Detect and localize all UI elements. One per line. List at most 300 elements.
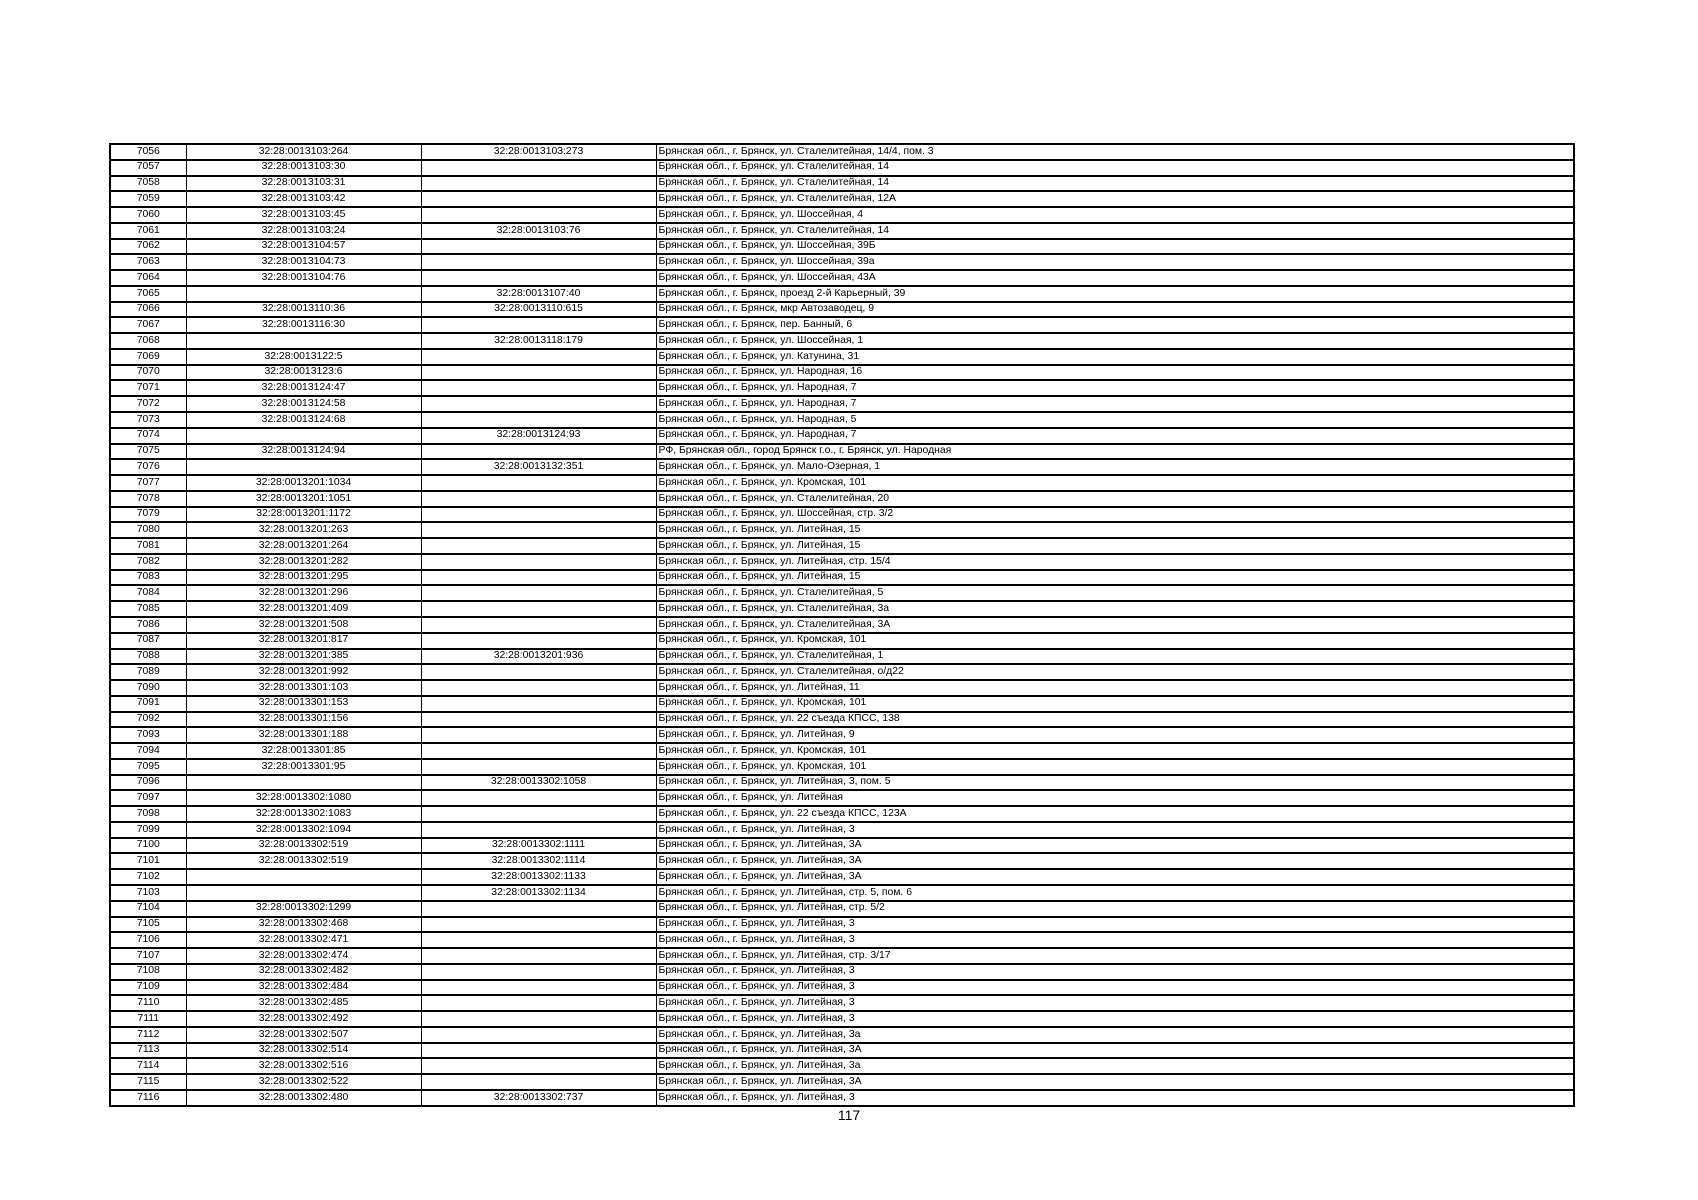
row-number-cell: 7073 bbox=[110, 412, 186, 428]
related-cadastral-number-cell: 32:28:0013132:351 bbox=[421, 459, 656, 475]
row-number-cell: 7101 bbox=[110, 853, 186, 869]
cadastral-number-cell: 32:28:0013201:264 bbox=[186, 538, 421, 554]
related-cadastral-number-cell: 32:28:0013110:615 bbox=[421, 302, 656, 318]
related-cadastral-number-cell bbox=[421, 522, 656, 538]
table-row bbox=[110, 176, 1574, 192]
related-cadastral-number-cell bbox=[421, 712, 656, 728]
register-table-body bbox=[110, 144, 1574, 1106]
table-row bbox=[110, 507, 1574, 523]
table-row bbox=[110, 948, 1574, 964]
row-number-cell: 7077 bbox=[110, 475, 186, 491]
row-number-cell: 7069 bbox=[110, 349, 186, 365]
table-row bbox=[110, 712, 1574, 728]
address-cell: Брянская обл., г. Брянск, ул. Литейная, 3, пом. 5 bbox=[656, 775, 1574, 791]
row-number-cell: 7078 bbox=[110, 491, 186, 507]
address-cell: Брянская обл., г. Брянск, ул. Народная, 16 bbox=[656, 365, 1574, 381]
cadastral-number-cell: 32:28:0013124:47 bbox=[186, 380, 421, 396]
related-cadastral-number-cell bbox=[421, 917, 656, 933]
address-cell: Брянская обл., г. Брянск, ул. Народная, 7 bbox=[656, 428, 1574, 444]
row-number-cell: 7112 bbox=[110, 1027, 186, 1043]
cadastral-number-cell: 32:28:0013103:31 bbox=[186, 176, 421, 192]
related-cadastral-number-cell bbox=[421, 554, 656, 570]
cadastral-number-cell: 32:28:0013116:30 bbox=[186, 317, 421, 333]
row-number-cell: 7110 bbox=[110, 995, 186, 1011]
table-row bbox=[110, 254, 1574, 270]
cadastral-number-cell: 32:28:0013201:1051 bbox=[186, 491, 421, 507]
related-cadastral-number-cell: 32:28:0013302:1114 bbox=[421, 853, 656, 869]
address-cell: Брянская обл., г. Брянск, ул. Литейная bbox=[656, 790, 1574, 806]
related-cadastral-number-cell bbox=[421, 822, 656, 838]
row-number-cell: 7070 bbox=[110, 365, 186, 381]
cadastral-number-cell bbox=[186, 428, 421, 444]
table-row bbox=[110, 1027, 1574, 1043]
cadastral-number-cell: 32:28:0013301:153 bbox=[186, 696, 421, 712]
address-cell: Брянская обл., г. Брянск, ул. Сталелитейная, о/д22 bbox=[656, 664, 1574, 680]
table-row bbox=[110, 570, 1574, 586]
row-number-cell: 7080 bbox=[110, 522, 186, 538]
related-cadastral-number-cell: 32:28:0013201:936 bbox=[421, 649, 656, 665]
address-cell: Брянская обл., г. Брянск, ул. Сталелитейная, 12А bbox=[656, 191, 1574, 207]
cadastral-number-cell: 32:28:0013301:103 bbox=[186, 680, 421, 696]
table-row bbox=[110, 144, 1574, 160]
cadastral-number-cell: 32:28:0013123:6 bbox=[186, 365, 421, 381]
row-number-cell: 7056 bbox=[110, 144, 186, 160]
address-cell: Брянская обл., г. Брянск, ул. Народная, 5 bbox=[656, 412, 1574, 428]
related-cadastral-number-cell bbox=[421, 1011, 656, 1027]
related-cadastral-number-cell bbox=[421, 759, 656, 775]
cadastral-number-cell: 32:28:0013201:1172 bbox=[186, 507, 421, 523]
table-row bbox=[110, 428, 1574, 444]
table-row bbox=[110, 459, 1574, 475]
table-row bbox=[110, 1043, 1574, 1059]
address-cell: Брянская обл., г. Брянск, ул. Литейная, 3 bbox=[656, 995, 1574, 1011]
row-number-cell: 7057 bbox=[110, 160, 186, 176]
row-number-cell: 7064 bbox=[110, 270, 186, 286]
related-cadastral-number-cell bbox=[421, 980, 656, 996]
address-cell: Брянская обл., г. Брянск, ул. Литейная, 3 bbox=[656, 1090, 1574, 1106]
address-cell: Брянская обл., г. Брянск, ул. Шоссейная, 39Б bbox=[656, 239, 1574, 255]
related-cadastral-number-cell bbox=[421, 696, 656, 712]
related-cadastral-number-cell bbox=[421, 1074, 656, 1090]
row-number-cell: 7086 bbox=[110, 617, 186, 633]
related-cadastral-number-cell bbox=[421, 270, 656, 286]
cadastral-number-cell: 32:28:0013302:468 bbox=[186, 917, 421, 933]
row-number-cell: 7061 bbox=[110, 223, 186, 239]
address-cell: Брянская обл., г. Брянск, ул. Шоссейная, 43А bbox=[656, 270, 1574, 286]
cadastral-number-cell: 32:28:0013302:514 bbox=[186, 1043, 421, 1059]
address-cell: Брянская обл., г. Брянск, ул. Кромская, 101 bbox=[656, 759, 1574, 775]
address-cell: Брянская обл., г. Брянск, ул. Народная, 7 bbox=[656, 380, 1574, 396]
table-row bbox=[110, 885, 1574, 901]
row-number-cell: 7074 bbox=[110, 428, 186, 444]
address-cell: Брянская обл., г. Брянск, ул. Сталелитейная, 5 bbox=[656, 585, 1574, 601]
address-cell: Брянская обл., г. Брянск, ул. Шоссейная, 4 bbox=[656, 207, 1574, 223]
address-cell: Брянская обл., г. Брянск, ул. Литейная, 3А bbox=[656, 1043, 1574, 1059]
related-cadastral-number-cell bbox=[421, 727, 656, 743]
row-number-cell: 7091 bbox=[110, 696, 186, 712]
address-cell: Брянская обл., г. Брянск, ул. Литейная, 15 bbox=[656, 538, 1574, 554]
cadastral-number-cell: 32:28:0013302:482 bbox=[186, 964, 421, 980]
row-number-cell: 7093 bbox=[110, 727, 186, 743]
table-row bbox=[110, 239, 1574, 255]
row-number-cell: 7082 bbox=[110, 554, 186, 570]
address-cell: Брянская обл., г. Брянск, ул. Кромская, 101 bbox=[656, 475, 1574, 491]
cadastral-number-cell: 32:28:0013103:45 bbox=[186, 207, 421, 223]
related-cadastral-number-cell bbox=[421, 365, 656, 381]
row-number-cell: 7111 bbox=[110, 1011, 186, 1027]
table-row bbox=[110, 680, 1574, 696]
table-row bbox=[110, 869, 1574, 885]
address-cell: Брянская обл., г. Брянск, ул. Литейная, 3 bbox=[656, 822, 1574, 838]
cadastral-number-cell: 32:28:0013302:507 bbox=[186, 1027, 421, 1043]
cadastral-number-cell: 32:28:0013201:282 bbox=[186, 554, 421, 570]
address-cell: Брянская обл., г. Брянск, ул. 22 съезда КПСС, 123А bbox=[656, 806, 1574, 822]
cadastral-number-cell: 32:28:0013302:1083 bbox=[186, 806, 421, 822]
table-row bbox=[110, 1011, 1574, 1027]
cadastral-number-cell: 32:28:0013124:68 bbox=[186, 412, 421, 428]
related-cadastral-number-cell bbox=[421, 633, 656, 649]
related-cadastral-number-cell bbox=[421, 1043, 656, 1059]
related-cadastral-number-cell bbox=[421, 806, 656, 822]
row-number-cell: 7113 bbox=[110, 1043, 186, 1059]
table-row bbox=[110, 743, 1574, 759]
row-number-cell: 7103 bbox=[110, 885, 186, 901]
cadastral-number-cell: 32:28:0013104:73 bbox=[186, 254, 421, 270]
table-row bbox=[110, 601, 1574, 617]
related-cadastral-number-cell bbox=[421, 995, 656, 1011]
related-cadastral-number-cell bbox=[421, 412, 656, 428]
address-cell: Брянская обл., г. Брянск, ул. Литейная, 15 bbox=[656, 522, 1574, 538]
table-row bbox=[110, 853, 1574, 869]
table-row bbox=[110, 917, 1574, 933]
cadastral-number-cell: 32:28:0013302:485 bbox=[186, 995, 421, 1011]
table-row bbox=[110, 349, 1574, 365]
cadastral-number-cell: 32:28:0013301:188 bbox=[186, 727, 421, 743]
cadastral-number-cell: 32:28:0013201:409 bbox=[186, 601, 421, 617]
cadastral-number-cell: 32:28:0013302:480 bbox=[186, 1090, 421, 1106]
table-row bbox=[110, 522, 1574, 538]
related-cadastral-number-cell: 32:28:0013302:1133 bbox=[421, 869, 656, 885]
address-cell: Брянская обл., г. Брянск, ул. Литейная, 3 bbox=[656, 932, 1574, 948]
cadastral-number-cell bbox=[186, 775, 421, 791]
address-cell: Брянская обл., г. Брянск, ул. Литейная, 11 bbox=[656, 680, 1574, 696]
address-cell: Брянская обл., г. Брянск, ул. Литейная, 3 bbox=[656, 964, 1574, 980]
cadastral-number-cell: 32:28:0013103:264 bbox=[186, 144, 421, 160]
cadastral-number-cell: 32:28:0013104:76 bbox=[186, 270, 421, 286]
cadastral-number-cell: 32:28:0013302:516 bbox=[186, 1058, 421, 1074]
address-cell: Брянская обл., г. Брянск, ул. Литейная, 3А bbox=[656, 869, 1574, 885]
row-number-cell: 7114 bbox=[110, 1058, 186, 1074]
cadastral-number-cell: 32:28:0013302:1080 bbox=[186, 790, 421, 806]
table-row bbox=[110, 1090, 1574, 1106]
related-cadastral-number-cell: 32:28:0013107:40 bbox=[421, 286, 656, 302]
table-row bbox=[110, 491, 1574, 507]
related-cadastral-number-cell bbox=[421, 176, 656, 192]
address-cell: Брянская обл., г. Брянск, ул. Литейная, 3 bbox=[656, 1011, 1574, 1027]
address-cell: Брянская обл., г. Брянск, ул. Шоссейная, стр. 3/2 bbox=[656, 507, 1574, 523]
row-number-cell: 7085 bbox=[110, 601, 186, 617]
related-cadastral-number-cell bbox=[421, 743, 656, 759]
related-cadastral-number-cell: 32:28:0013103:273 bbox=[421, 144, 656, 160]
related-cadastral-number-cell bbox=[421, 507, 656, 523]
row-number-cell: 7083 bbox=[110, 570, 186, 586]
address-cell: Брянская обл., г. Брянск, ул. Литейная, 3А bbox=[656, 853, 1574, 869]
address-cell: Брянская обл., г. Брянск, ул. Литейная, 3А bbox=[656, 1074, 1574, 1090]
address-cell: Брянская обл., г. Брянск, ул. Народная, 7 bbox=[656, 396, 1574, 412]
address-cell: Брянская обл., г. Брянск, ул. 22 съезда КПСС, 138 bbox=[656, 712, 1574, 728]
related-cadastral-number-cell: 32:28:0013103:76 bbox=[421, 223, 656, 239]
related-cadastral-number-cell bbox=[421, 1027, 656, 1043]
row-number-cell: 7088 bbox=[110, 649, 186, 665]
address-cell: Брянская обл., г. Брянск, ул. Сталелитейная, 14/4, пом. 3 bbox=[656, 144, 1574, 160]
address-cell: Брянская обл., г. Брянск, проезд 2-й Карьерный, 39 bbox=[656, 286, 1574, 302]
related-cadastral-number-cell bbox=[421, 491, 656, 507]
row-number-cell: 7115 bbox=[110, 1074, 186, 1090]
cadastral-number-cell: 32:28:0013124:94 bbox=[186, 444, 421, 460]
table-row bbox=[110, 317, 1574, 333]
table-row bbox=[110, 396, 1574, 412]
related-cadastral-number-cell bbox=[421, 790, 656, 806]
table-row bbox=[110, 995, 1574, 1011]
table-row bbox=[110, 270, 1574, 286]
related-cadastral-number-cell: 32:28:0013124:93 bbox=[421, 428, 656, 444]
address-cell: Брянская обл., г. Брянск, ул. Литейная, стр. 3/17 bbox=[656, 948, 1574, 964]
address-cell: Брянская обл., г. Брянск, ул. Кромская, 101 bbox=[656, 696, 1574, 712]
cadastral-number-cell: 32:28:0013302:484 bbox=[186, 980, 421, 996]
address-cell: Брянская обл., г. Брянск, ул. Сталелитейная, 20 bbox=[656, 491, 1574, 507]
table-row bbox=[110, 1074, 1574, 1090]
cadastral-number-cell: 32:28:0013201:263 bbox=[186, 522, 421, 538]
cadastral-number-cell bbox=[186, 286, 421, 302]
cadastral-number-cell: 32:28:0013122:5 bbox=[186, 349, 421, 365]
row-number-cell: 7087 bbox=[110, 633, 186, 649]
address-cell: Брянская обл., г. Брянск, ул. Кромская, 101 bbox=[656, 743, 1574, 759]
related-cadastral-number-cell bbox=[421, 617, 656, 633]
table-row bbox=[110, 759, 1574, 775]
address-cell: Брянская обл., г. Брянск, ул. Литейная, 3 bbox=[656, 980, 1574, 996]
row-number-cell: 7071 bbox=[110, 380, 186, 396]
cadastral-number-cell: 32:28:0013301:156 bbox=[186, 712, 421, 728]
related-cadastral-number-cell bbox=[421, 380, 656, 396]
row-number-cell: 7107 bbox=[110, 948, 186, 964]
address-cell: Брянская обл., г. Брянск, ул. Литейная, стр. 5/2 bbox=[656, 901, 1574, 917]
address-cell: РФ, Брянская обл., город Брянск г.о., г. Брянск, ул. Народная bbox=[656, 444, 1574, 460]
address-cell: Брянская обл., г. Брянск, ул. Литейная, 3а bbox=[656, 1058, 1574, 1074]
address-cell: Брянская обл., г. Брянск, ул. Шоссейная, 1 bbox=[656, 333, 1574, 349]
cadastral-number-cell: 32:28:0013104:57 bbox=[186, 239, 421, 255]
cadastral-number-cell: 32:28:0013201:295 bbox=[186, 570, 421, 586]
cadastral-number-cell: 32:28:0013302:1094 bbox=[186, 822, 421, 838]
table-row bbox=[110, 207, 1574, 223]
cadastral-number-cell: 32:28:0013302:474 bbox=[186, 948, 421, 964]
cadastral-number-cell bbox=[186, 459, 421, 475]
cadastral-number-cell: 32:28:0013201:385 bbox=[186, 649, 421, 665]
cadastral-number-cell: 32:28:0013103:24 bbox=[186, 223, 421, 239]
row-number-cell: 7096 bbox=[110, 775, 186, 791]
cadastral-number-cell: 32:28:0013301:95 bbox=[186, 759, 421, 775]
cadastral-number-cell: 32:28:0013201:992 bbox=[186, 664, 421, 680]
address-cell: Брянская обл., г. Брянск, ул. Сталелитейная, 1 bbox=[656, 649, 1574, 665]
row-number-cell: 7089 bbox=[110, 664, 186, 680]
table-row bbox=[110, 901, 1574, 917]
row-number-cell: 7063 bbox=[110, 254, 186, 270]
row-number-cell: 7068 bbox=[110, 333, 186, 349]
cadastral-register-table bbox=[109, 143, 1575, 1107]
related-cadastral-number-cell bbox=[421, 207, 656, 223]
row-number-cell: 7102 bbox=[110, 869, 186, 885]
row-number-cell: 7116 bbox=[110, 1090, 186, 1106]
cadastral-number-cell: 32:28:0013201:1034 bbox=[186, 475, 421, 491]
table-row bbox=[110, 822, 1574, 838]
table-row bbox=[110, 191, 1574, 207]
cadastral-number-cell: 32:28:0013103:42 bbox=[186, 191, 421, 207]
cadastral-number-cell: 32:28:0013302:492 bbox=[186, 1011, 421, 1027]
table-row bbox=[110, 412, 1574, 428]
related-cadastral-number-cell bbox=[421, 570, 656, 586]
related-cadastral-number-cell bbox=[421, 601, 656, 617]
table-row bbox=[110, 380, 1574, 396]
related-cadastral-number-cell bbox=[421, 444, 656, 460]
table-row bbox=[110, 223, 1574, 239]
related-cadastral-number-cell bbox=[421, 1058, 656, 1074]
row-number-cell: 7099 bbox=[110, 822, 186, 838]
related-cadastral-number-cell bbox=[421, 317, 656, 333]
table-row bbox=[110, 806, 1574, 822]
related-cadastral-number-cell bbox=[421, 475, 656, 491]
address-cell: Брянская обл., г. Брянск, ул. Литейная, стр. 15/4 bbox=[656, 554, 1574, 570]
table-row bbox=[110, 664, 1574, 680]
cadastral-number-cell: 32:28:0013302:519 bbox=[186, 853, 421, 869]
row-number-cell: 7062 bbox=[110, 239, 186, 255]
related-cadastral-number-cell bbox=[421, 239, 656, 255]
cadastral-number-cell: 32:28:0013124:58 bbox=[186, 396, 421, 412]
related-cadastral-number-cell bbox=[421, 160, 656, 176]
row-number-cell: 7109 bbox=[110, 980, 186, 996]
address-cell: Брянская обл., г. Брянск, ул. Литейная, 15 bbox=[656, 570, 1574, 586]
table-row bbox=[110, 964, 1574, 980]
cadastral-number-cell: 32:28:0013302:1299 bbox=[186, 901, 421, 917]
related-cadastral-number-cell: 32:28:0013302:1111 bbox=[421, 838, 656, 854]
related-cadastral-number-cell bbox=[421, 901, 656, 917]
address-cell: Брянская обл., г. Брянск, пер. Банный, 6 bbox=[656, 317, 1574, 333]
row-number-cell: 7104 bbox=[110, 901, 186, 917]
table-row bbox=[110, 980, 1574, 996]
address-cell: Брянская обл., г. Брянск, ул. Сталелитейная, 14 bbox=[656, 223, 1574, 239]
row-number-cell: 7084 bbox=[110, 585, 186, 601]
cadastral-number-cell: 32:28:0013302:471 bbox=[186, 932, 421, 948]
cadastral-number-cell: 32:28:0013201:817 bbox=[186, 633, 421, 649]
address-cell: Брянская обл., г. Брянск, ул. Шоссейная, 39а bbox=[656, 254, 1574, 270]
address-cell: Брянская обл., г. Брянск, ул. Сталелитейная, 3а bbox=[656, 601, 1574, 617]
table-row bbox=[110, 1058, 1574, 1074]
table-row bbox=[110, 617, 1574, 633]
cadastral-number-cell: 32:28:0013201:296 bbox=[186, 585, 421, 601]
row-number-cell: 7094 bbox=[110, 743, 186, 759]
table-row bbox=[110, 696, 1574, 712]
address-cell: Брянская обл., г. Брянск, ул. Литейная, стр. 5, пом. 6 bbox=[656, 885, 1574, 901]
table-row bbox=[110, 302, 1574, 318]
row-number-cell: 7098 bbox=[110, 806, 186, 822]
related-cadastral-number-cell bbox=[421, 349, 656, 365]
row-number-cell: 7081 bbox=[110, 538, 186, 554]
table-row bbox=[110, 727, 1574, 743]
related-cadastral-number-cell: 32:28:0013302:1134 bbox=[421, 885, 656, 901]
related-cadastral-number-cell: 32:28:0013302:737 bbox=[421, 1090, 656, 1106]
table-row bbox=[110, 775, 1574, 791]
cadastral-number-cell: 32:28:0013110:36 bbox=[186, 302, 421, 318]
row-number-cell: 7100 bbox=[110, 838, 186, 854]
table-row bbox=[110, 790, 1574, 806]
cadastral-number-cell: 32:28:0013302:519 bbox=[186, 838, 421, 854]
related-cadastral-number-cell bbox=[421, 191, 656, 207]
table-row bbox=[110, 838, 1574, 854]
table-row bbox=[110, 554, 1574, 570]
table-row bbox=[110, 649, 1574, 665]
address-cell: Брянская обл., г. Брянск, ул. Литейная, 3А bbox=[656, 838, 1574, 854]
row-number-cell: 7079 bbox=[110, 507, 186, 523]
address-cell: Брянская обл., г. Брянск, ул. Литейная, 3 bbox=[656, 917, 1574, 933]
related-cadastral-number-cell bbox=[421, 538, 656, 554]
cadastral-number-cell: 32:28:0013301:85 bbox=[186, 743, 421, 759]
page-number: 117 bbox=[837, 1107, 861, 1123]
row-number-cell: 7106 bbox=[110, 932, 186, 948]
row-number-cell: 7059 bbox=[110, 191, 186, 207]
table-row bbox=[110, 160, 1574, 176]
register-sheet bbox=[109, 143, 1573, 1107]
address-cell: Брянская обл., г. Брянск, мкр Автозаводец, 9 bbox=[656, 302, 1574, 318]
related-cadastral-number-cell bbox=[421, 396, 656, 412]
cadastral-number-cell bbox=[186, 869, 421, 885]
row-number-cell: 7097 bbox=[110, 790, 186, 806]
table-row bbox=[110, 585, 1574, 601]
row-number-cell: 7067 bbox=[110, 317, 186, 333]
row-number-cell: 7076 bbox=[110, 459, 186, 475]
row-number-cell: 7066 bbox=[110, 302, 186, 318]
table-row bbox=[110, 538, 1574, 554]
cadastral-number-cell: 32:28:0013302:522 bbox=[186, 1074, 421, 1090]
table-row bbox=[110, 365, 1574, 381]
related-cadastral-number-cell bbox=[421, 948, 656, 964]
address-cell: Брянская обл., г. Брянск, ул. Сталелитейная, 14 bbox=[656, 160, 1574, 176]
table-row bbox=[110, 633, 1574, 649]
table-row bbox=[110, 286, 1574, 302]
related-cadastral-number-cell: 32:28:0013302:1058 bbox=[421, 775, 656, 791]
row-number-cell: 7075 bbox=[110, 444, 186, 460]
table-row bbox=[110, 932, 1574, 948]
table-row bbox=[110, 475, 1574, 491]
row-number-cell: 7108 bbox=[110, 964, 186, 980]
table-row bbox=[110, 333, 1574, 349]
cadastral-number-cell: 32:28:0013103:30 bbox=[186, 160, 421, 176]
address-cell: Брянская обл., г. Брянск, ул. Литейная, 3а bbox=[656, 1027, 1574, 1043]
row-number-cell: 7058 bbox=[110, 176, 186, 192]
related-cadastral-number-cell bbox=[421, 585, 656, 601]
row-number-cell: 7065 bbox=[110, 286, 186, 302]
cadastral-number-cell bbox=[186, 885, 421, 901]
address-cell: Брянская обл., г. Брянск, ул. Кромская, 101 bbox=[656, 633, 1574, 649]
related-cadastral-number-cell bbox=[421, 664, 656, 680]
related-cadastral-number-cell bbox=[421, 680, 656, 696]
row-number-cell: 7095 bbox=[110, 759, 186, 775]
row-number-cell: 7090 bbox=[110, 680, 186, 696]
row-number-cell: 7060 bbox=[110, 207, 186, 223]
address-cell: Брянская обл., г. Брянск, ул. Катунина, 31 bbox=[656, 349, 1574, 365]
address-cell: Брянская обл., г. Брянск, ул. Литейная, 9 bbox=[656, 727, 1574, 743]
cadastral-number-cell bbox=[186, 333, 421, 349]
row-number-cell: 7072 bbox=[110, 396, 186, 412]
cadastral-number-cell: 32:28:0013201:508 bbox=[186, 617, 421, 633]
address-cell: Брянская обл., г. Брянск, ул. Мало-Озерная, 1 bbox=[656, 459, 1574, 475]
